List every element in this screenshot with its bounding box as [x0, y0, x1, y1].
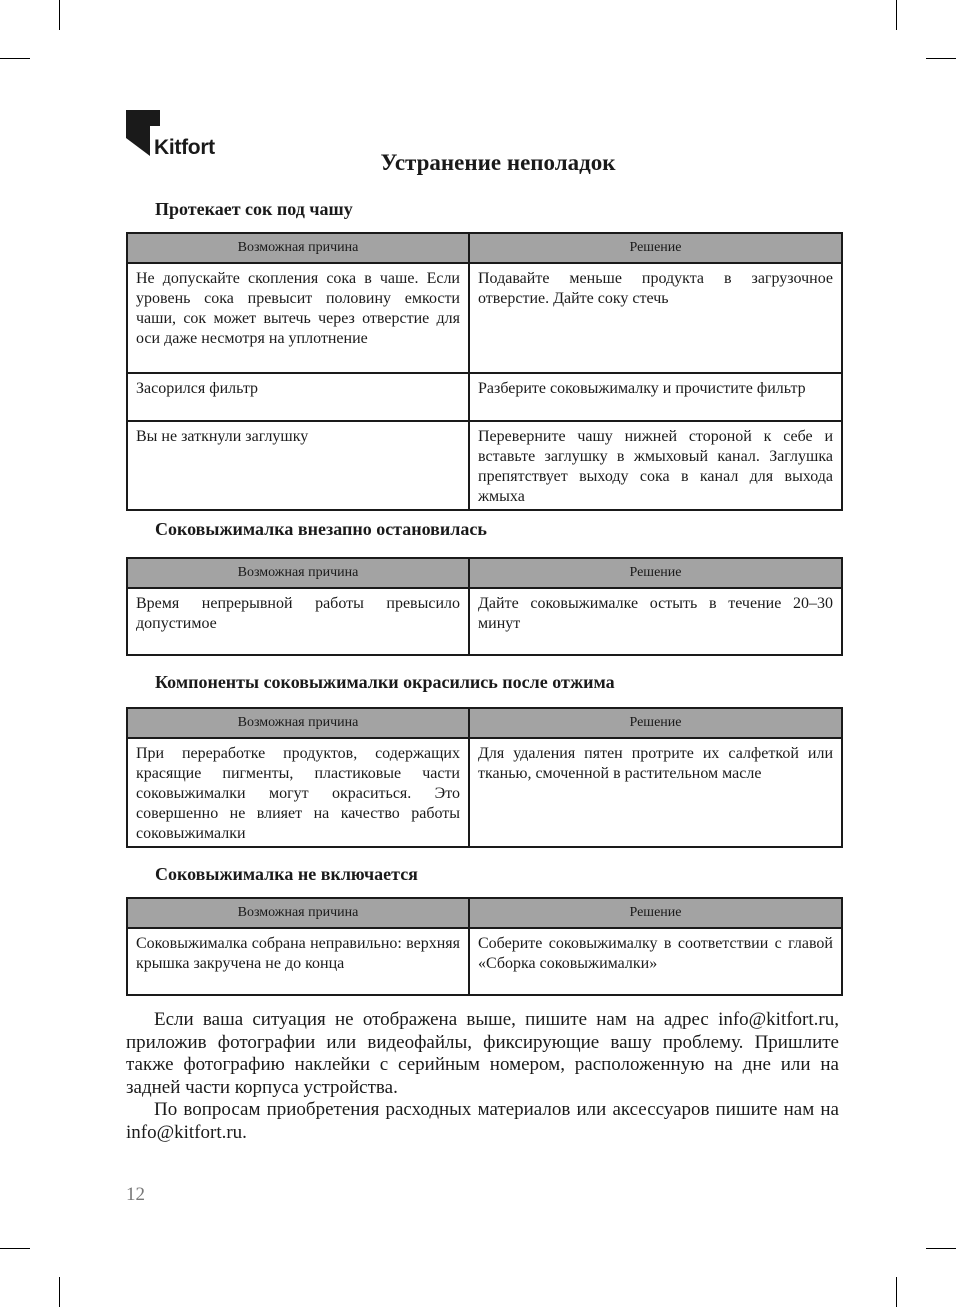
crop-mark [896, 0, 897, 30]
brand-name: Kitfort [154, 136, 215, 159]
page-number: 12 [126, 1184, 145, 1205]
column-header-solution: Решение [469, 233, 842, 263]
solution-cell: Дайте соковыжималке остыть в течение 20–30 минут [469, 588, 842, 655]
crop-mark [0, 58, 30, 59]
table-row [127, 588, 842, 655]
section-heading: Соковыжималка внезапно остановилась [155, 519, 487, 539]
section-heading: Протекает сок под чашу [155, 199, 353, 219]
solution-cell: Соберите соковыжималку в соответствии с главой «Сборка соковыжималки» [469, 928, 842, 995]
table-row [127, 263, 842, 373]
cause-cell: Засорился фильтр [127, 373, 469, 421]
section-heading: Компоненты соковыжималки окрасились после отжима [155, 672, 615, 692]
crop-mark [896, 1277, 897, 1307]
column-header-cause: Возможная причина [127, 898, 469, 928]
troubleshooting-table [126, 232, 843, 511]
column-header-solution: Решение [469, 708, 842, 738]
table-row [127, 421, 842, 510]
cause-cell: При переработке продуктов, содержащих красящие пигменты, пластиковые части соковыжималки могут окраситься. Это совершенно не влияет на качество работы соковыжималки [127, 738, 469, 847]
column-header-cause: Возможная причина [127, 233, 469, 263]
contact-info [126, 1009, 839, 1144]
solution-cell: Разберите соковыжималку и прочистите фильтр [469, 373, 842, 421]
contact-paragraph: По вопросам приобретения расходных материалов или аксессуаров пишите нам на info@kitfort.ru. [126, 1099, 839, 1143]
cause-cell: Время непрерывной работы превысило допустимое [127, 588, 469, 655]
table-row [127, 928, 842, 995]
cause-cell: Не допускайте скопления сока в чаше. Если уровень сока превысит половину емкости чаши, сок может вытечь через отверстие для оси даже несмотря на уплотнение [127, 263, 469, 373]
troubleshooting-table [126, 557, 843, 656]
column-header-cause: Возможная причина [127, 708, 469, 738]
cause-cell: Вы не заткнули заглушку [127, 421, 469, 510]
crop-mark [926, 1248, 956, 1249]
column-header-solution: Решение [469, 898, 842, 928]
column-header-solution: Решение [469, 558, 842, 588]
cause-cell: Соковыжималка собрана неправильно: верхняя крышка закручена не до конца [127, 928, 469, 995]
section-heading: Соковыжималка не включается [155, 864, 418, 884]
column-header-cause: Возможная причина [127, 558, 469, 588]
troubleshooting-table [126, 707, 843, 848]
crop-mark [0, 1248, 30, 1249]
page-title: Устранение неполадок [380, 150, 616, 175]
table-row [127, 738, 842, 847]
crop-mark [59, 1277, 60, 1307]
crop-mark [59, 0, 60, 30]
troubleshooting-table [126, 897, 843, 996]
solution-cell: Переверните чашу нижней стороной к себе и вставьте заглушку в жмыховый канал. Заглушка препятствует выходу сока в канал для выхода жмыха [469, 421, 842, 510]
crop-mark [926, 58, 956, 59]
table-row [127, 373, 842, 421]
solution-cell: Для удаления пятен протрите их салфеткой или тканью, смоченной в растительном масле [469, 738, 842, 847]
contact-paragraph: Если ваша ситуация не отображена выше, пишите нам на адрес info@kitfort.ru, приложив фотографии или видеофайлы, фиксирующие вашу проблему. Пришлите также фотографию наклейки с серийным номером, расположенную на дне или на задней части корпуса устройства. [126, 1009, 839, 1098]
solution-cell: Подавайте меньше продукта в загрузочное отверстие. Дайте соку стечь [469, 263, 842, 373]
